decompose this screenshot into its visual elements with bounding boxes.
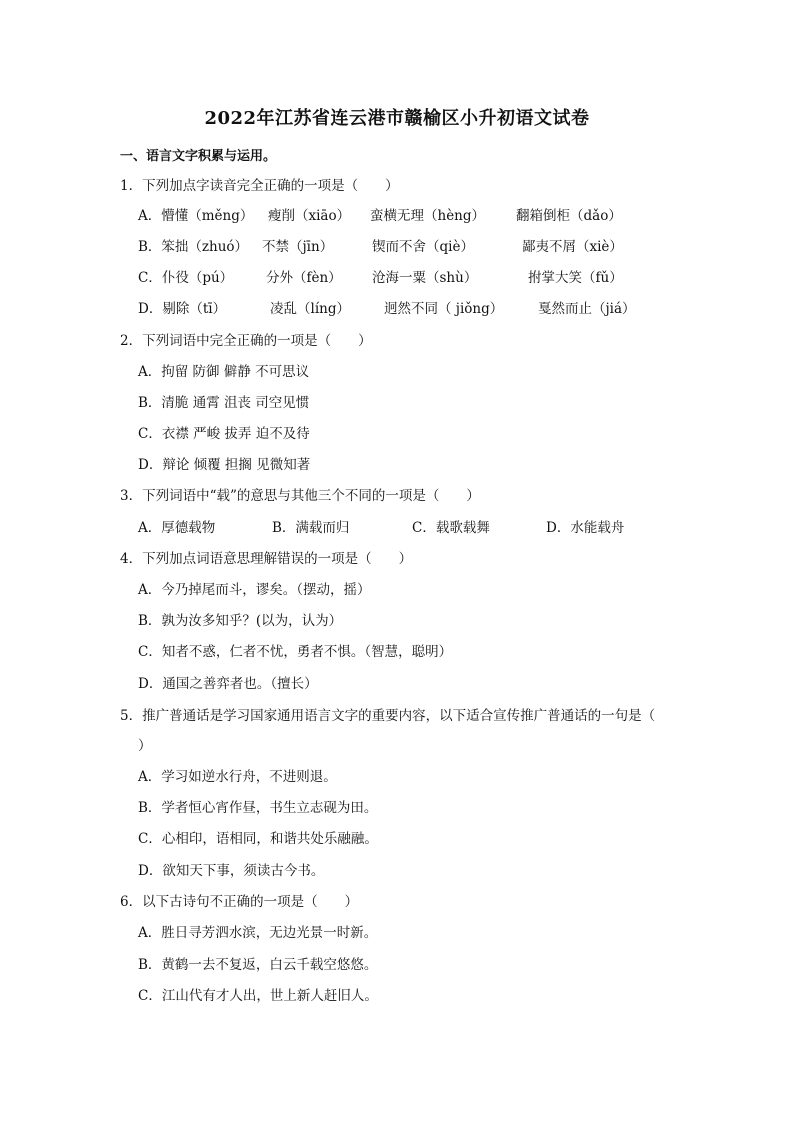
q1-d-1: D．剔除（tī）: [138, 301, 227, 317]
q1-a-3: 蛮横无理（hèng）: [370, 208, 486, 224]
section-heading: 一、语言文字积累与运用。: [120, 149, 277, 164]
q1-c-3: 沧海一粟（shù）: [372, 270, 478, 286]
q1-c-2: 分外（fèn）: [266, 270, 342, 286]
q1-c-1: C．仆役（pú）: [138, 270, 234, 286]
question-4-option-b: B．孰为汝多知乎？(以为，认为）: [138, 613, 343, 629]
q3-option-a: A．厚德载物: [138, 520, 216, 536]
q1-b-3: 锲而不舍（qiè）: [372, 239, 474, 255]
q1-b-2: 不禁（jīn）: [262, 239, 334, 255]
question-2-stem: 2．下列词语中完全正确的一项是（ ）: [120, 333, 372, 349]
q1-c-4: 拊掌大笑（fǔ）: [528, 270, 623, 286]
q1-b-1: B．笨拙（zhuó）: [138, 239, 249, 255]
question-4-option-c: C．知者不惑，仁者不忧，勇者不惧。（智慧，聪明）: [138, 644, 453, 660]
question-5-option-a: A．学习如逆水行舟，不进则退。: [138, 769, 337, 785]
q1-a-1: A．懵懂（měng）: [138, 208, 254, 224]
q1-a-4: 翻箱倒柜（dǎo）: [516, 208, 622, 224]
q1-d-3: 迥然不同（ jiǒng）: [384, 301, 504, 317]
question-5-option-d: D．欲知天下事，须读古今书。: [138, 863, 325, 879]
q1-d-4: 戛然而止（jiá）: [538, 301, 636, 317]
question-2-option-b: B．清脆 通霄 沮丧 司空见惯: [138, 395, 310, 411]
question-6-option-c: C．江山代有才人出，世上新人赶旧人。: [138, 988, 378, 1004]
q1-b-4: 鄙夷不屑（xiè）: [522, 239, 623, 255]
q3-option-c: C．载歌载舞: [412, 520, 490, 536]
question-1-stem: 1．下列加点字读音完全正确的一项是（ ）: [120, 178, 399, 194]
question-4-stem: 4．下列加点词语意思理解错误的一项是（ ）: [120, 551, 413, 567]
question-5-stem: 5．推广普通话是学习国家通用语言文字的重要内容，以下适合宣传推广普通话的一句是（: [120, 708, 656, 724]
question-5-option-c: C．心相印，语相同，和谐共处乐融融。: [138, 831, 378, 847]
question-6-option-a: A．胜日寻芳泗水滨，无边光景一时新。: [138, 925, 378, 941]
question-5-stem-continued: ）: [138, 738, 152, 754]
q1-d-2: 凌乱（líng）: [270, 301, 350, 317]
question-4-option-d: D．通国之善弈者也。（擅长）: [138, 676, 318, 692]
question-3-stem: 3．下列词语中“载”的意思与其他三个不同的一项是（ ）: [120, 488, 480, 504]
question-2-option-c: C．衣襟 严峻 拔弄 迫不及待: [138, 426, 310, 442]
page-title: 2022年江苏省连云港市赣榆区小升初语文试卷: [204, 108, 590, 129]
q3-option-b: B．满载而归: [272, 520, 350, 536]
question-6-option-b: B．黄鹤一去不复返，白云千载空悠悠。: [138, 957, 378, 973]
q3-option-d: D．水能载舟: [546, 520, 625, 536]
question-5-option-b: B．学者恒心宵作昼，书生立志砚为田。: [138, 800, 378, 816]
question-6-stem: 6．以下古诗句不正确的一项是（ ）: [120, 894, 359, 910]
question-4-option-a: A．今乃掉尾而斗，谬矣。（摆动，摇）: [138, 582, 371, 598]
question-2-option-d: D．辩论 倾覆 担搁 见微知著: [138, 457, 311, 473]
question-2-option-a: A．拘留 防御 僻静 不可思议: [138, 364, 310, 380]
q1-a-2: 瘦削（xiāo）: [268, 208, 351, 224]
